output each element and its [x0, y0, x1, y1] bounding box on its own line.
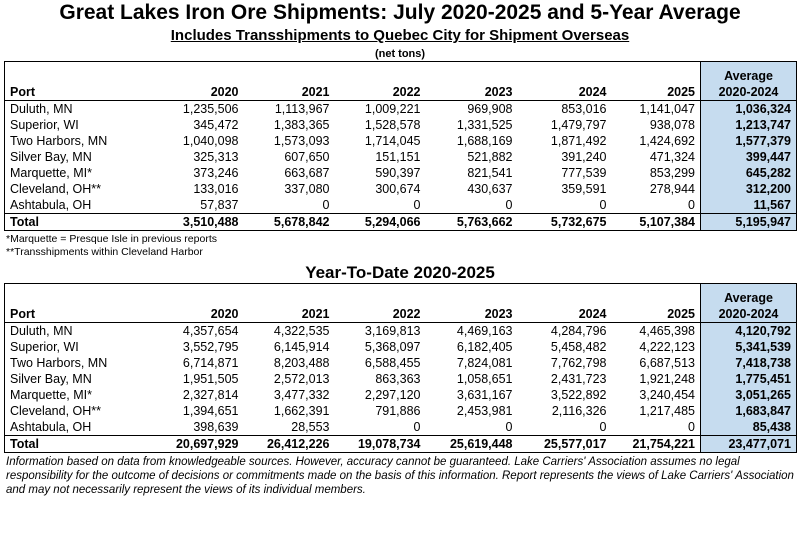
- average-cell: 5,341,539: [701, 339, 797, 355]
- value-cell: 1,009,221: [364, 102, 421, 116]
- port-cell: Marquette, MI*: [5, 387, 151, 403]
- value-cell: 1,871,492: [550, 134, 607, 148]
- table-row: [5, 149, 797, 165]
- value-cell: 590,397: [375, 166, 421, 180]
- july-table: [4, 61, 797, 231]
- col-header-year: 2021: [244, 62, 335, 101]
- value-cell: 337,080: [284, 182, 330, 196]
- value-cell: 4,465,398: [639, 324, 695, 338]
- value-cell: 5,368,097: [364, 340, 421, 354]
- value-cell: 607,650: [284, 150, 330, 164]
- july-header-row: [5, 62, 797, 101]
- value-cell: 1,040,098: [182, 134, 239, 148]
- average-cell: 312,200: [701, 181, 797, 197]
- port-cell: Total: [5, 214, 151, 231]
- footnote-cleveland: **Transshipments within Cleveland Harbor: [6, 246, 203, 258]
- value-cell: 373,246: [193, 166, 239, 180]
- port-cell: Total: [5, 436, 151, 453]
- port-cell: Superior, WI: [5, 117, 151, 133]
- col-header-year: 2022: [335, 62, 426, 101]
- value-cell: 5,678,842: [244, 214, 335, 231]
- value-cell: 471,324: [649, 150, 695, 164]
- value-cell: 7,762,798: [550, 356, 607, 370]
- table-row: [5, 419, 797, 436]
- value-cell: 1,714,045: [364, 134, 421, 148]
- total-row: [5, 214, 797, 231]
- average-cell: 1,036,324: [701, 101, 797, 118]
- value-cell: 1,113,967: [274, 102, 330, 116]
- table-row: [5, 133, 797, 149]
- value-cell: 1,235,506: [182, 102, 239, 116]
- value-cell: 6,588,455: [364, 356, 421, 370]
- value-cell: 3,631,167: [456, 388, 513, 402]
- average-cell: 23,477,071: [701, 436, 797, 453]
- port-cell: Duluth, MN: [5, 101, 151, 118]
- value-cell: 3,552,795: [182, 340, 239, 354]
- footnotes: [6, 233, 800, 259]
- value-cell: 21,754,221: [612, 436, 701, 453]
- ytd-table: [4, 283, 797, 453]
- value-cell: 4,222,123: [639, 340, 695, 354]
- average-cell: 645,282: [701, 165, 797, 181]
- port-cell: Two Harbors, MN: [5, 355, 151, 371]
- value-cell: 1,217,485: [639, 404, 695, 418]
- value-cell: 0: [413, 420, 421, 434]
- value-cell: 7,824,081: [456, 356, 513, 370]
- value-cell: 4,357,654: [182, 324, 239, 338]
- table-row: [5, 323, 797, 340]
- value-cell: 6,182,405: [456, 340, 513, 354]
- col-header-year: 2020: [151, 62, 244, 101]
- value-cell: 863,363: [375, 372, 421, 386]
- value-cell: 821,541: [467, 166, 513, 180]
- average-cell: 11,567: [701, 197, 797, 214]
- value-cell: 0: [505, 198, 513, 212]
- footnote-marquette: *Marquette = Presque Isle in previous reports: [6, 233, 217, 245]
- value-cell: 278,944: [649, 182, 695, 196]
- value-cell: 0: [505, 420, 513, 434]
- value-cell: 57,837: [200, 198, 239, 212]
- port-cell: Ashtabula, OH: [5, 419, 151, 436]
- units-label: (net tons): [374, 48, 426, 60]
- value-cell: 938,078: [649, 118, 695, 132]
- value-cell: 663,687: [284, 166, 330, 180]
- port-cell: Ashtabula, OH: [5, 197, 151, 214]
- average-cell: 5,195,947: [701, 214, 797, 231]
- table-row: [5, 339, 797, 355]
- value-cell: 1,528,578: [364, 118, 421, 132]
- port-cell: Duluth, MN: [5, 323, 151, 340]
- value-cell: 25,619,448: [426, 436, 518, 453]
- value-cell: 20,697,929: [151, 436, 244, 453]
- ytd-table-body: [5, 323, 797, 453]
- value-cell: 430,637: [467, 182, 513, 196]
- value-cell: 325,313: [193, 150, 239, 164]
- value-cell: 1,141,047: [639, 102, 695, 116]
- value-cell: 2,297,120: [364, 388, 421, 402]
- value-cell: 0: [322, 198, 330, 212]
- value-cell: 3,510,488: [151, 214, 244, 231]
- table-row: [5, 387, 797, 403]
- table-row: [5, 165, 797, 181]
- col-header-year: 2022: [335, 284, 426, 323]
- value-cell: 1,058,651: [456, 372, 513, 386]
- value-cell: 3,169,813: [364, 324, 421, 338]
- average-cell: 4,120,792: [701, 323, 797, 340]
- value-cell: 6,714,871: [182, 356, 239, 370]
- value-cell: 853,016: [561, 102, 607, 116]
- value-cell: 4,284,796: [550, 324, 607, 338]
- value-cell: 1,951,505: [182, 372, 239, 386]
- value-cell: 3,240,454: [639, 388, 695, 402]
- avg-range: 2020-2024: [718, 307, 779, 321]
- value-cell: 1,573,093: [273, 134, 330, 148]
- ytd-header-row: [5, 284, 797, 323]
- col-header-year: 2020: [151, 284, 244, 323]
- col-header-port: Port: [5, 62, 151, 101]
- value-cell: 1,662,391: [273, 404, 330, 418]
- value-cell: 1,921,248: [639, 372, 695, 386]
- average-cell: 1,577,379: [701, 133, 797, 149]
- value-cell: 1,383,365: [273, 118, 330, 132]
- value-cell: 1,479,797: [550, 118, 607, 132]
- avg-label: Average: [724, 69, 773, 83]
- value-cell: 345,472: [193, 118, 239, 132]
- value-cell: 2,431,723: [550, 372, 607, 386]
- col-header-year: 2024: [518, 62, 612, 101]
- value-cell: 5,732,675: [518, 214, 612, 231]
- value-cell: 0: [599, 198, 607, 212]
- table-row: [5, 355, 797, 371]
- report-title: Great Lakes Iron Ore Shipments: July 2020-2025 and 5-Year Average: [59, 1, 741, 24]
- value-cell: 28,553: [291, 420, 330, 434]
- value-cell: 521,882: [467, 150, 513, 164]
- average-cell: 3,051,265: [701, 387, 797, 403]
- disclaimer: Information based on data from knowledgeable sources. However, accuracy cannot be guaranteed. Lake Carriers' Association assumes no legal responsibility for the outcome of decisions or commitments made on the basis of this information. Report represents the views of Lake Carriers' Association and may not necessarily represent the views of its individual members.: [6, 456, 794, 496]
- average-cell: 7,418,738: [701, 355, 797, 371]
- value-cell: 0: [688, 198, 695, 212]
- value-cell: 5,763,662: [426, 214, 518, 231]
- value-cell: 5,294,066: [335, 214, 426, 231]
- col-header-year: 2023: [426, 62, 518, 101]
- ytd-title: Year-To-Date 2020-2025: [305, 263, 495, 282]
- col-header-port: Port: [5, 284, 151, 323]
- port-cell: Cleveland, OH**: [5, 181, 151, 197]
- value-cell: 1,424,692: [639, 134, 695, 148]
- value-cell: 1,688,169: [456, 134, 513, 148]
- value-cell: 2,572,013: [273, 372, 330, 386]
- value-cell: 0: [413, 198, 421, 212]
- value-cell: 6,145,914: [273, 340, 330, 354]
- table-row: [5, 371, 797, 387]
- value-cell: 359,591: [561, 182, 607, 196]
- col-header-year: 2021: [244, 284, 335, 323]
- port-cell: Cleveland, OH**: [5, 403, 151, 419]
- value-cell: 777,539: [561, 166, 607, 180]
- value-cell: 4,322,535: [273, 324, 330, 338]
- value-cell: 1,331,525: [456, 118, 513, 132]
- value-cell: 26,412,226: [244, 436, 335, 453]
- value-cell: 2,453,981: [456, 404, 513, 418]
- value-cell: 791,886: [375, 404, 421, 418]
- value-cell: 19,078,734: [335, 436, 426, 453]
- report-subtitle: Includes Transshipments to Quebec City for Shipment Overseas: [170, 27, 630, 44]
- col-header-year: 2023: [426, 284, 518, 323]
- average-cell: 1,683,847: [701, 403, 797, 419]
- value-cell: 0: [688, 420, 695, 434]
- average-cell: 399,447: [701, 149, 797, 165]
- value-cell: 2,116,326: [551, 404, 607, 418]
- value-cell: 133,016: [193, 182, 239, 196]
- value-cell: 853,299: [649, 166, 695, 180]
- col-header-average: [701, 284, 797, 323]
- value-cell: 8,203,488: [273, 356, 330, 370]
- value-cell: 5,458,482: [550, 340, 607, 354]
- value-cell: 0: [599, 420, 607, 434]
- col-header-year: 2024: [518, 284, 612, 323]
- avg-range: 2020-2024: [718, 85, 779, 99]
- average-cell: 1,213,747: [701, 117, 797, 133]
- total-row: [5, 436, 797, 453]
- average-cell: 85,438: [701, 419, 797, 436]
- value-cell: 151,151: [375, 150, 421, 164]
- value-cell: 391,240: [561, 150, 607, 164]
- average-cell: 1,775,451: [701, 371, 797, 387]
- table-row: [5, 403, 797, 419]
- avg-label: Average: [724, 291, 773, 305]
- value-cell: 969,908: [467, 102, 513, 116]
- port-cell: Silver Bay, MN: [5, 149, 151, 165]
- port-cell: Superior, WI: [5, 339, 151, 355]
- value-cell: 5,107,384: [612, 214, 701, 231]
- july-table-body: [5, 101, 797, 231]
- value-cell: 3,522,892: [550, 388, 607, 402]
- value-cell: 1,394,651: [182, 404, 239, 418]
- value-cell: 300,674: [375, 182, 421, 196]
- col-header-average: [701, 62, 797, 101]
- table-row: [5, 197, 797, 214]
- value-cell: 398,639: [193, 420, 239, 434]
- port-cell: Two Harbors, MN: [5, 133, 151, 149]
- table-row: [5, 181, 797, 197]
- value-cell: 4,469,163: [456, 324, 513, 338]
- value-cell: 6,687,513: [639, 356, 695, 370]
- port-cell: Marquette, MI*: [5, 165, 151, 181]
- col-header-year: 2025: [612, 62, 701, 101]
- table-row: [5, 117, 797, 133]
- port-cell: Silver Bay, MN: [5, 371, 151, 387]
- col-header-year: 2025: [612, 284, 701, 323]
- value-cell: 2,327,814: [182, 388, 239, 402]
- value-cell: 25,577,017: [518, 436, 612, 453]
- table-row: [5, 101, 797, 118]
- value-cell: 3,477,332: [273, 388, 330, 402]
